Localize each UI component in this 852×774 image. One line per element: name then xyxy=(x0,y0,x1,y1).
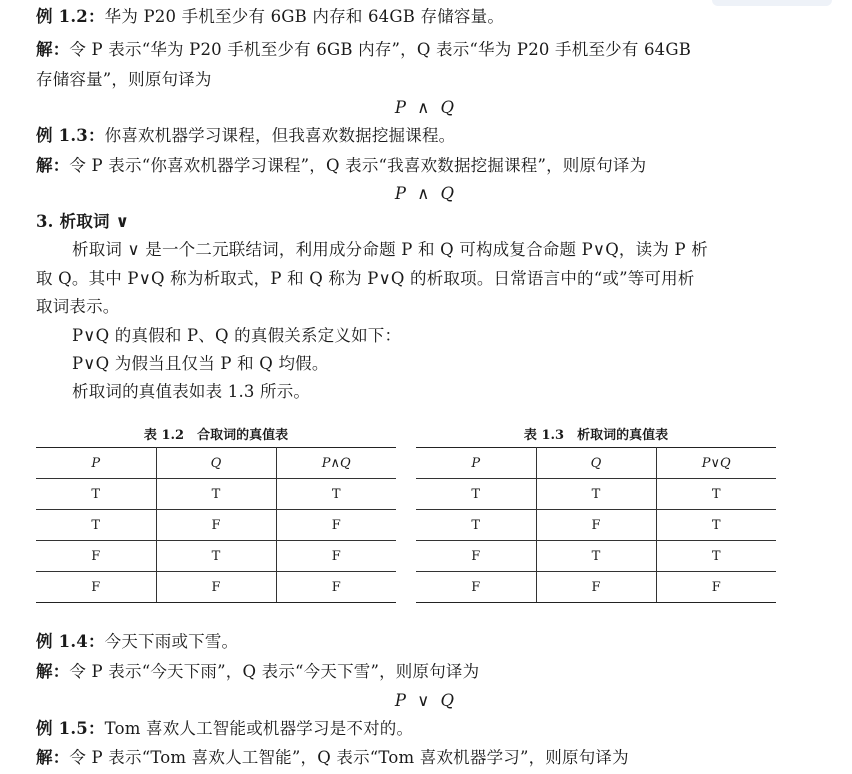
solution-text: 令 P 表示“今天下雨”，Q 表示“今天下雪”，则原句译为 xyxy=(69,662,480,681)
header-cell: P xyxy=(416,448,536,479)
paragraph-line: 析取词 ∨ 是一个二元联结词，利用成分命题 P 和 Q 可构成复合命题 P∨Q，读为 P 析 xyxy=(72,240,708,259)
solution-label: 解： xyxy=(36,156,70,175)
table-cell: F xyxy=(156,510,276,541)
table-caption-disjunction: 表 1.3 析取词的真值表 xyxy=(523,428,669,443)
table-row xyxy=(416,510,776,541)
header-cell: Q xyxy=(156,448,276,479)
formula-1-2: P ∧ Q xyxy=(394,98,458,117)
table-cell: T xyxy=(416,510,536,541)
header-cell: P∨Q xyxy=(656,448,776,479)
paragraph-line: P∨Q 的真假和 P、Q 的真假关系定义如下： xyxy=(72,326,402,345)
solution-1-2 xyxy=(36,39,691,61)
example-1-5 xyxy=(36,718,413,740)
paragraph-line: 取 Q。其中 P∨Q 称为析取式，P 和 Q 称为 P∨Q 的析取项。日常语言中的“或”等可用析 xyxy=(36,269,695,288)
example-text: 华为 P20 手机至少有 6GB 内存和 64GB 存储容量。 xyxy=(104,7,505,26)
table-cell: T xyxy=(536,541,656,572)
example-label: 例 1.3： xyxy=(36,126,105,145)
formula-1-3: P ∧ Q xyxy=(394,184,458,203)
formula-1-4: P ∨ Q xyxy=(394,691,458,710)
table-row xyxy=(36,572,396,603)
table-cell: F xyxy=(276,541,396,572)
solution-1-3 xyxy=(36,155,646,177)
solution-label: 解： xyxy=(36,40,70,59)
solution-text: 令 P 表示“华为 P20 手机至少有 6GB 内存”，Q 表示“华为 P20 手机至少有 64GB xyxy=(69,40,692,59)
header-cell: P xyxy=(36,448,156,479)
example-text: Tom 喜欢人工智能或机器学习是不对的。 xyxy=(104,719,414,738)
example-label: 例 1.5： xyxy=(36,719,105,738)
table-cell: T xyxy=(36,510,156,541)
table-cell: T xyxy=(536,479,656,510)
table-cell: F xyxy=(276,510,396,541)
paragraph-line: P∨Q 为假当且仅当 P 和 Q 均假。 xyxy=(72,354,329,373)
paragraph-line: 取词表示。 xyxy=(36,297,120,316)
table-row xyxy=(36,479,396,510)
table-cell: T xyxy=(156,479,276,510)
example-1-2 xyxy=(36,6,504,28)
table-cell: F xyxy=(416,541,536,572)
table-cell: T xyxy=(656,510,776,541)
solution-label: 解： xyxy=(36,662,70,681)
truth-table-conjunction xyxy=(36,447,396,603)
table-cell: T xyxy=(276,479,396,510)
table-cell: T xyxy=(656,479,776,510)
table-cell: F xyxy=(416,572,536,603)
table-cell: F xyxy=(536,510,656,541)
header-cell: Q xyxy=(536,448,656,479)
solution-label: 解： xyxy=(36,748,70,767)
header-cell: P∧Q xyxy=(276,448,396,479)
table-caption-conjunction: 表 1.2 合取词的真值表 xyxy=(143,428,289,443)
solution-text: 令 P 表示“Tom 喜欢人工智能”，Q 表示“Tom 喜欢机器学习”，则原句译为 xyxy=(69,748,629,767)
table-cell: F xyxy=(36,572,156,603)
table-cell: T xyxy=(156,541,276,572)
example-text: 今天下雨或下雪。 xyxy=(104,632,239,651)
section-heading-disjunction: 3. 析取词 ∨ xyxy=(36,212,130,231)
solution-1-5 xyxy=(36,747,629,769)
solution-1-2-cont xyxy=(36,69,212,91)
table-cell: T xyxy=(416,479,536,510)
table-cell: T xyxy=(36,479,156,510)
table-header-row xyxy=(416,448,776,479)
table-cell: F xyxy=(156,572,276,603)
table-cell: F xyxy=(36,541,156,572)
table-row xyxy=(416,541,776,572)
viewer-top-edge xyxy=(712,0,832,6)
table-header-row xyxy=(36,448,396,479)
table-row xyxy=(416,479,776,510)
table-cell: F xyxy=(276,572,396,603)
example-1-3 xyxy=(36,125,455,147)
table-row xyxy=(36,541,396,572)
table-cell: T xyxy=(656,541,776,572)
solution-text-cont: 存储容量”，则原句译为 xyxy=(36,70,212,89)
table-row xyxy=(36,510,396,541)
table-cell: F xyxy=(536,572,656,603)
paragraph-line: 析取词的真值表如表 1.3 所示。 xyxy=(72,382,311,401)
example-text: 你喜欢机器学习课程，但我喜欢数据挖掘课程。 xyxy=(104,126,456,145)
truth-table-disjunction xyxy=(416,447,776,603)
solution-text: 令 P 表示“你喜欢机器学习课程”，Q 表示“我喜欢数据挖掘课程”，则原句译为 xyxy=(69,156,647,175)
example-label: 例 1.4： xyxy=(36,632,105,651)
table-cell: F xyxy=(656,572,776,603)
example-1-4 xyxy=(36,631,238,653)
table-row xyxy=(416,572,776,603)
example-label: 例 1.2： xyxy=(36,7,105,26)
solution-1-4 xyxy=(36,661,479,683)
